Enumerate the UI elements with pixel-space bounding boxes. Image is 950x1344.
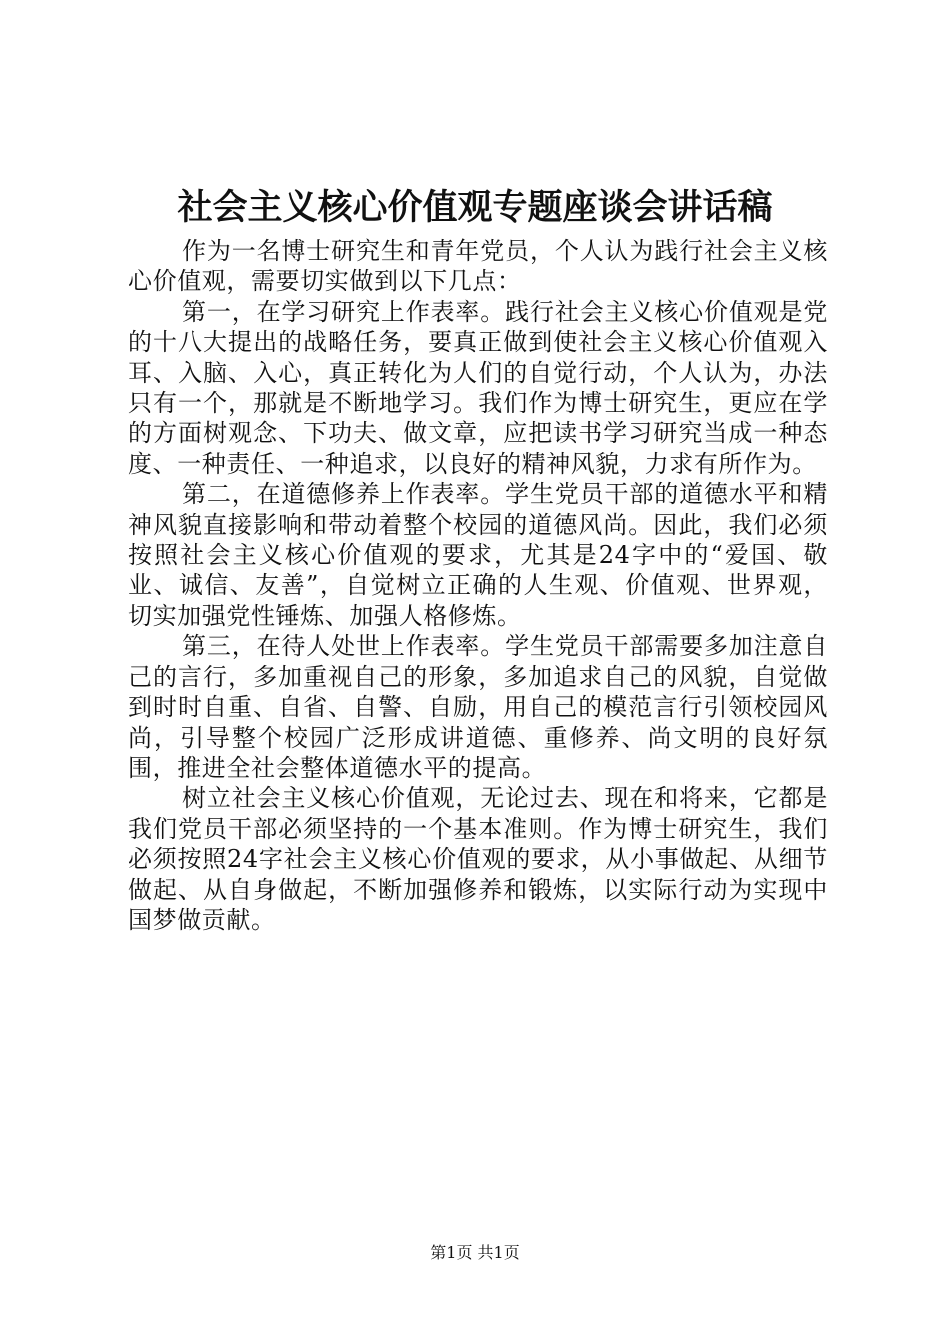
paragraph-second-point: 第二，在道德修养上作表率。学生党员干部的道德水平和精神风貌直接影响和带动着整个校园的道德风尚。因此，我们必须按照社会主义核心价值观的要求，尤其是24字中的“爱国、敬业、诚信、友善”，自觉树立正确的人生观、价值观、世界观，切实加强党性锤炼、加强人格修炼。 xyxy=(128,480,828,630)
paragraph-intro: 作为一名博士研究生和青年党员，个人认为践行社会主义核心价值观，需要切实做到以下几点： xyxy=(128,237,828,296)
page-footer: 第1页 共1页 xyxy=(430,1243,520,1262)
paragraph-first-point: 第一，在学习研究上作表率。践行社会主义核心价值观是党的十八大提出的战略任务，要真正做到使社会主义核心价值观入耳、入脑、入心，真正转化为人们的自觉行动，个人认为，办法只有一个，那就是不断地学习。我们作为博士研究生，更应在学的方面树观念、下功夫、做文章，应把读书学习研究当成一种态度、一种责任、一种追求，以良好的精神风貌，力求有所作为。 xyxy=(128,297,828,478)
paragraph-third-point: 第三，在待人处世上作表率。学生党员干部需要多加注意自己的言行，多加重视自己的形象，多加追求自己的风貌，自觉做到时时自重、自省、自警、自励，用自己的模范言行引领校园风尚，引导整个校园广泛形成讲道德、重修养、尚文明的良好氛围，推进全社会整体道德水平的提高。 xyxy=(128,632,828,782)
document-body xyxy=(128,236,828,935)
page-title: 社会主义核心价值观专题座谈会讲话稿 xyxy=(177,188,773,228)
paragraph-conclusion: 树立社会主义核心价值观，无论过去、现在和将来，它都是我们党员干部必须坚持的一个基本准则。作为博士研究生，我们必须按照24字社会主义核心价值观的要求，从小事做起、从细节做起、从自身做起，不断加强修养和锻炼，以实际行动为实现中国梦做贡献。 xyxy=(128,784,828,934)
